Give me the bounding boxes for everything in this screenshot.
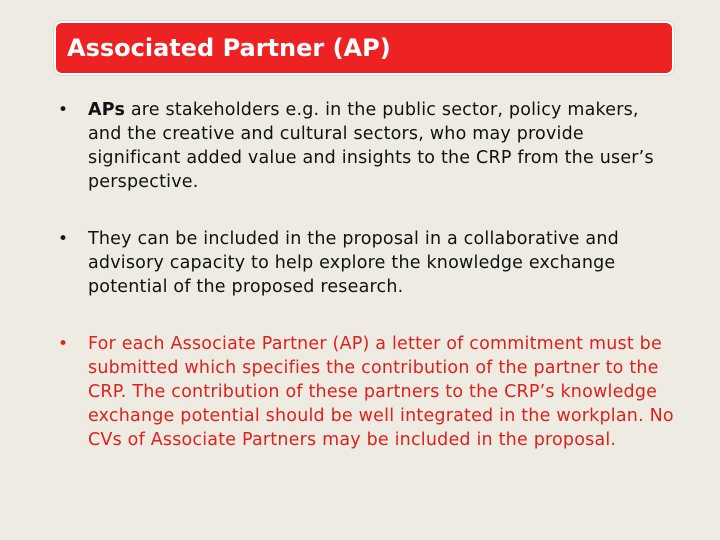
bullet-icon: • (58, 100, 69, 120)
bullet-item-aps-definition (56, 98, 676, 194)
bullet-text: They can be included in the proposal in a collaborative and advisory capacity to help explore the knowledge exchange potential of the proposed research. (88, 229, 619, 297)
slide-title: Associated Partner (AP) (67, 34, 391, 62)
bullet-text: are stakeholders e.g. in the public sector, policy makers, and the creative and cultural sectors, who may provide significant added value and insights to the CRP from the user’s perspective. (88, 100, 654, 192)
bullet-icon: • (58, 229, 69, 249)
bullet-icon: • (58, 334, 69, 354)
bullet-bold-term: APs (88, 100, 126, 120)
bullet-item-letter-of-commitment (56, 332, 676, 452)
bullet-list (56, 98, 676, 452)
slide-title-bar (54, 21, 674, 75)
bullet-item-proposal-inclusion (56, 227, 676, 299)
bullet-text: For each Associate Partner (AP) a letter of commitment must be submitted which specifies the contribution of the partner to the CRP. The contribution of these partners to the CRP’s knowledge exchange potential should be well integrated in the workplan. No CVs of Associate Partners may be included in the proposal. (88, 334, 674, 450)
